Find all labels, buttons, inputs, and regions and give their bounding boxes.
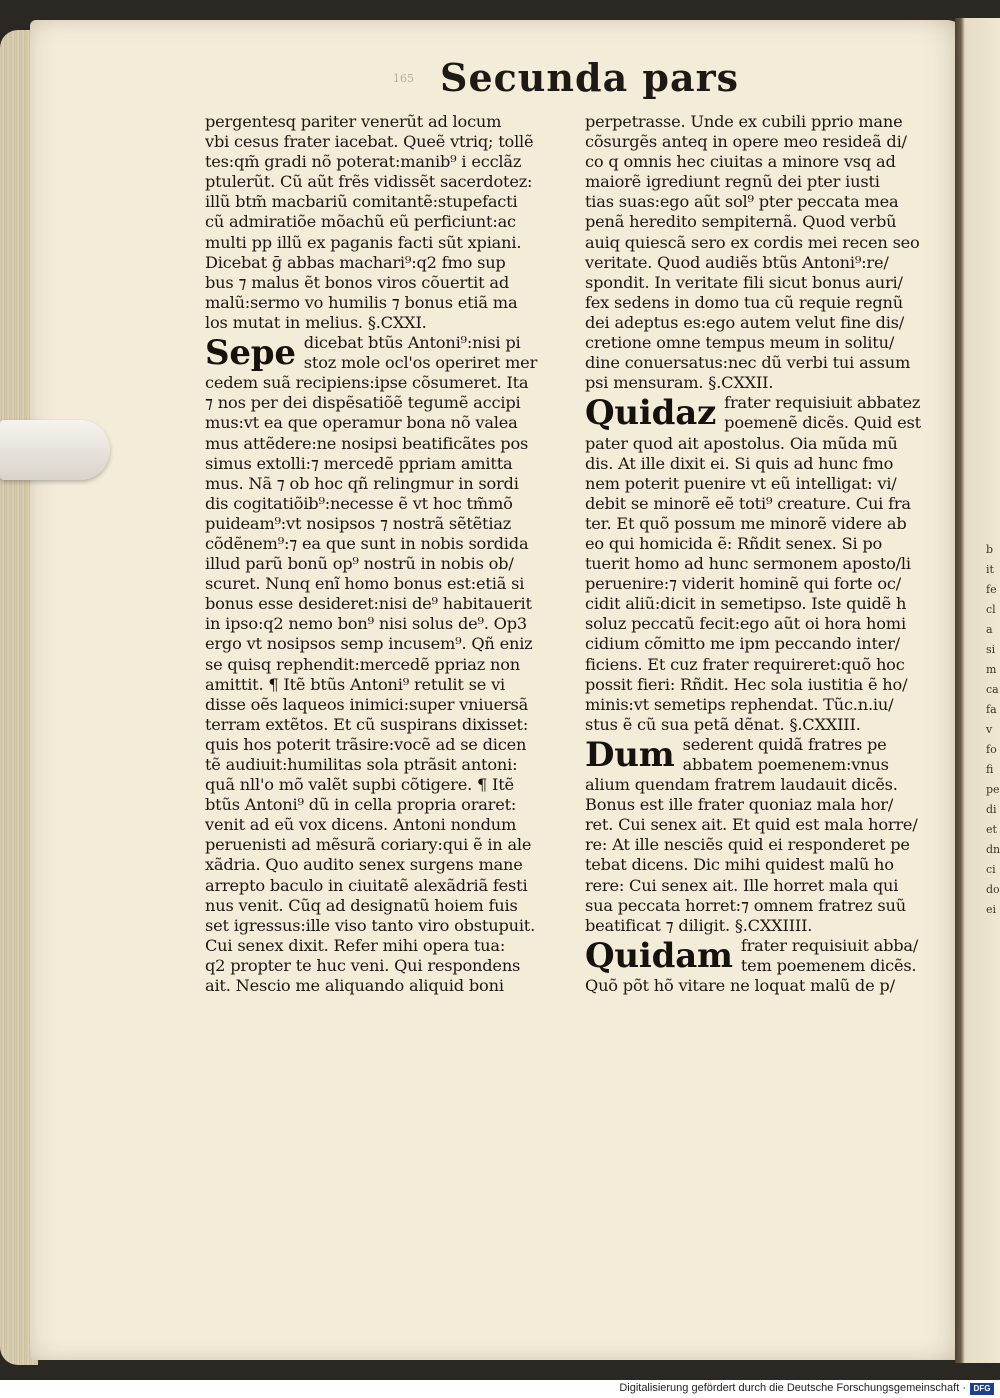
text-line: multi pp illũ ex paganis facti sũt xpiani. <box>205 232 522 252</box>
margin-fragment: m <box>986 663 997 676</box>
margin-fragment: et <box>986 823 997 836</box>
decorated-initial: Sepe <box>205 333 296 374</box>
text-line: arrepto baculo in ciuitatẽ alexãdriã festi <box>205 875 528 895</box>
text-line: stus ẽ cũ sua petã dẽnat. §.CXXIII. <box>585 714 861 734</box>
text-line: frater requisiuit abba/ <box>740 935 919 955</box>
text-line: illũ btm̃ macbariũ comitantẽ:stupefacti <box>205 192 518 212</box>
text-line: nem poterit puenire vt eũ intelligat: vi/ <box>585 473 897 493</box>
right-column <box>585 112 955 996</box>
text-line: sua peccata horret:⁊ omnem fratrez suũ <box>585 895 906 915</box>
text-line: cidium cõmitto me ipm peccando inter/ <box>585 634 900 654</box>
text-line: soluz peccatũ fecit:ego aũt oi hora homi <box>585 614 906 634</box>
page-number: 165 <box>393 72 414 85</box>
text-line: possit fieri: Rñdit. Hec sola iustitia ẽ ho/ <box>585 674 908 694</box>
text-line: eo qui homicida ẽ: Rñdit senex. Si po <box>585 533 883 553</box>
text-line: ergo vt nosipsos semp incusem⁹. Qñ eniz <box>205 634 533 654</box>
text-line: tias suas:ego aũt sol⁹ pter peccata mea <box>585 192 899 212</box>
text-line: q2 propter te huc veni. Qui respondens <box>205 955 521 975</box>
margin-fragment: v <box>986 723 993 736</box>
margin-fragment: fe <box>986 583 997 596</box>
text-line: btũs Antoni⁹ dũ in cella propria oraret: <box>205 795 517 815</box>
text-line: peruenire:⁊ viderit hominẽ qui forte oc/ <box>585 574 902 594</box>
text-line: ⁊ nos per dei dispẽsatiõẽ tegumẽ accipi <box>205 393 521 413</box>
text-line: mus. Nã ⁊ ob hoc qñ relingmur in sordi <box>205 473 519 493</box>
initial-lines <box>724 393 955 433</box>
margin-fragment: a <box>986 623 993 636</box>
text-line: fex sedens in domo tua cũ requie regnũ <box>585 292 903 312</box>
text-line: puideam⁹:vt nosipsos ⁊ nostrã sẽtẽtiaz <box>205 513 512 533</box>
text-line: dei adeptus es:ego autem velut fine dis/ <box>585 312 905 332</box>
text-line: terram extẽtos. Et cũ suspirans dixisset: <box>205 714 529 734</box>
text-line: dicebat btũs Antoni⁹:nisi pi <box>303 333 521 353</box>
text-line: scuret. Nunq enĩ homo bonus est:etiã si <box>205 574 525 594</box>
margin-fragment: pe <box>986 783 1000 796</box>
text-line: venit ad eũ vox dicens. Antoni nondum <box>205 815 517 835</box>
text-line: frater requisiuit abbatez <box>724 393 921 413</box>
text-line: ret. Cui senex ait. Et quid est mala horre/ <box>585 815 918 835</box>
margin-fragment: dn <box>986 843 1000 856</box>
text-line: se quisq rephendit:mercedẽ ppriaz non <box>205 654 520 674</box>
initial-block <box>585 735 955 775</box>
margin-fragment: ei <box>986 903 997 916</box>
decorated-initial: Dum <box>585 734 675 775</box>
text-line: tem poemenem dicẽs. <box>740 955 917 975</box>
text-line: amittit. ¶ Itẽ btũs Antoni⁹ retulit se vi <box>205 674 505 694</box>
text-line: vbi cesus frater iacebat. Queẽ vtriq; tollẽ <box>205 132 534 152</box>
text-line: Cui senex dixit. Refer mihi opera tua: <box>205 935 506 955</box>
text-line: mus attẽdere:ne nosipsi beatificãtes pos <box>205 433 529 453</box>
text-line: ptulerũt. Cũ aũt frẽs vidissẽt sacerdotez: <box>205 172 533 192</box>
text-line: debit se minorẽ eẽ toti⁹ creature. Cui fra <box>585 493 911 513</box>
text-line: set igressus:ille viso tanto viro obstupuit. <box>205 915 536 935</box>
text-line: bonus esse desideret:nisi de⁹ habitauerit <box>205 594 532 614</box>
initial-block <box>205 333 575 373</box>
initial-lines <box>304 333 575 373</box>
initial-lines <box>683 735 955 775</box>
text-line: Quõ põt hõ vitare ne loquat malũ de p/ <box>585 976 895 996</box>
margin-fragment: di <box>986 803 997 816</box>
margin-fragment: ci <box>986 863 996 876</box>
margin-fragment: it <box>986 563 994 576</box>
text-line: cũ admiratiõe mõachũ eũ perficiunt:ac <box>205 212 516 232</box>
margin-fragment: si <box>986 643 996 656</box>
initial-lines <box>741 936 955 976</box>
text-line: nus venit. Cũq ad designatũ hoiem fuis <box>205 895 518 915</box>
text-line: ter. Et quõ possum me minorẽ videre ab <box>585 513 907 533</box>
text-line: poemenẽ dicẽs. Quid est <box>724 413 921 433</box>
text-line: quã nll'o mõ valẽt supbi cõtigere. ¶ Itẽ <box>205 775 514 795</box>
text-line: in ipso:q2 nemo bon⁹ nisi solus de⁹. Op3 <box>205 614 528 634</box>
text-line: penã heredito sempiternã. Quod verbũ <box>585 212 897 232</box>
text-line: cedem suã recipiens:ipse cõsumeret. Ita <box>205 373 529 393</box>
margin-fragment: fa <box>986 703 997 716</box>
bookmark-tab <box>0 420 110 480</box>
initial-block <box>585 393 955 433</box>
running-head: Secunda pars <box>440 55 740 100</box>
text-line: maiorẽ igrediunt regnũ dei pter iusti <box>585 172 880 192</box>
text-line: stoz mole ocl'os operiret mer <box>303 353 538 373</box>
left-column <box>205 112 575 996</box>
margin-fragment: fo <box>986 743 997 756</box>
text-line: cidit aliũ:dicit in semetipso. Iste quidẽ h <box>585 594 907 614</box>
text-line: mus:vt ea que operamur bona nõ valea <box>205 413 518 433</box>
text-line: abbatem poemenem:vnus <box>682 755 889 774</box>
margin-fragment: cl <box>986 603 996 616</box>
text-line: sederent quidã fratres pe <box>682 734 887 754</box>
decorated-initial: Quidaz <box>585 393 717 434</box>
text-line: pater quod ait apostolus. Oia mũda mũ <box>585 433 898 453</box>
text-line: tebat dicens. Dic mihi quidest malũ ho <box>585 855 894 875</box>
initial-block <box>585 936 955 976</box>
text-line: simus extolli:⁊ mercedẽ ppriam amitta <box>205 453 513 473</box>
text-line: ait. Nescio me aliquando aliquid boni <box>205 976 504 996</box>
text-line: Dicebat ḡ abbas machari⁹:q2 fmo sup <box>205 252 506 272</box>
decorated-initial: Quidam <box>585 935 733 976</box>
text-line: ficiens. Et cuz frater requireret:quõ hoc <box>585 654 905 674</box>
text-line: illud parũ bonũ op⁹ nostrũ in nobis ob/ <box>205 554 514 574</box>
text-line: peruenisti ad mẽsurã coriary:qui ẽ in ale <box>205 835 532 855</box>
text-line: pergentesq pariter venerũt ad locum <box>205 112 502 131</box>
text-line: psi mensuram. §.CXXII. <box>585 373 774 393</box>
text-line: re: At ille nesciẽs quid ei responderet pe <box>585 835 910 855</box>
text-line: tes:qm̃ gradi nõ poterat:manib⁹ i ecclãz <box>205 152 522 172</box>
text-line: auiq quiescã sero ex cordis mei recen seo <box>585 232 920 252</box>
text-line: perpetrasse. Unde ex cubili pprio mane <box>585 112 903 131</box>
text-line: malũ:sermo vo humilis ⁊ bonus etiã ma <box>205 292 518 312</box>
text-line: cõsurgẽs anteq in opere meo resideã di/ <box>585 132 907 152</box>
text-line: rere: Cui senex ait. Ille horret mala qui <box>585 875 899 895</box>
text-line: veritate. Quod audiẽs btũs Antoni⁹:re/ <box>585 252 889 272</box>
text-line: minis:vt semetips rephendat. Tũc.n.iu/ <box>585 694 894 714</box>
next-page-margin-fragments <box>986 540 1000 920</box>
text-line: alium quendam fratrem laudauit dicẽs. <box>585 775 898 795</box>
text-line: los mutat in melius. §.CXXI. <box>205 312 427 332</box>
text-line: cõdẽnem⁹:⁊ ea que sunt in nobis sordida <box>205 533 529 553</box>
text-line: dis cogitatiõib⁹:necesse ẽ vt hoc tm̃mõ <box>205 493 513 513</box>
dfg-logo-badge: DFG <box>970 1383 994 1395</box>
text-line: bus ⁊ malus ẽt bonos viros cõuertit ad <box>205 272 510 292</box>
footer-credit: Digitalisierung gefördert durch die Deutsche Forschungsgemeinschaft · <box>619 1382 966 1394</box>
margin-fragment: ca <box>986 683 999 696</box>
text-line: quis hos poterit trãsire:vocẽ ad se dicen <box>205 734 527 754</box>
text-line: co q omnis hec ciuitas a minore vsq ad <box>585 152 896 172</box>
text-line: disse oẽs laqueos inimici:super vniuersã <box>205 694 529 714</box>
text-line: tẽ audiuit:humilitas sola ptrãsit antoni: <box>205 755 518 774</box>
text-line: xãdria. Quo audito senex surgens mane <box>205 855 523 875</box>
text-line: spondit. In veritate fili sicut bonus auri/ <box>585 272 903 292</box>
margin-fragment: do <box>986 883 1000 896</box>
text-line: tuerit homo ad hunc sermonem aposto/li <box>585 554 911 574</box>
text-line: beatificat ⁊ diligit. §.CXXIIII. <box>585 915 813 935</box>
text-line: cretione omne tempus meum in solitu/ <box>585 333 895 353</box>
margin-fragment: b <box>986 543 994 556</box>
text-line: Bonus est ille frater quoniaz mala hor/ <box>585 795 894 815</box>
text-line: dis. At ille dixit ei. Si quis ad hunc fmo <box>585 453 894 473</box>
margin-fragment: fi <box>986 763 994 776</box>
text-line: dine conuersatus:nec dũ verbi tui assum <box>585 353 911 373</box>
